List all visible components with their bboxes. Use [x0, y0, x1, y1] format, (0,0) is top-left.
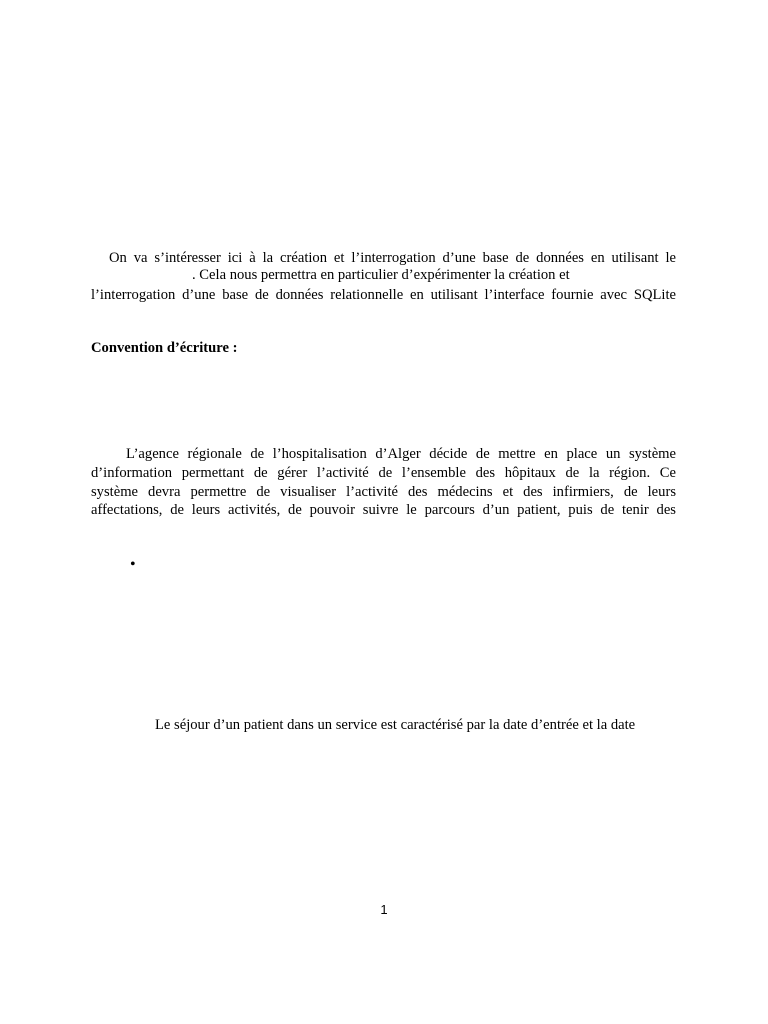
sejour-line: Le séjour d’un patient dans un service est caractérisé par la date d’entrée et la date: [155, 717, 636, 733]
intro-line-3: l’interrogation d’une base de données relationnelle en utilisant l’interface fournie avec SQLite: [91, 287, 676, 303]
convention-heading: Convention d’écriture :: [91, 340, 238, 356]
bullet-point: •: [130, 556, 136, 573]
intro-line-2a: . Cela nous permettra en particulier d’expérimenter la création et: [192, 267, 570, 283]
context-line-1: L’agence régionale de l’hospitalisation d’Alger décide de mettre en place un système: [126, 446, 676, 462]
context-line-4: affectations, de leurs activités, de pouvoir suivre le parcours d’un patient, puis de tenir des: [91, 502, 676, 518]
intro-line-1: On va s’intéresser ici à la création et l’interrogation d’une base de données en utilisant le: [109, 250, 676, 266]
context-line-2: d’information permettant de gérer l’activité de l’ensemble des hôpitaux de la région. Ce: [91, 465, 676, 481]
context-line-3: système devra permettre de visualiser l’activité des médecins et des infirmiers, de leurs: [91, 484, 676, 500]
page-number: 1: [380, 902, 388, 917]
